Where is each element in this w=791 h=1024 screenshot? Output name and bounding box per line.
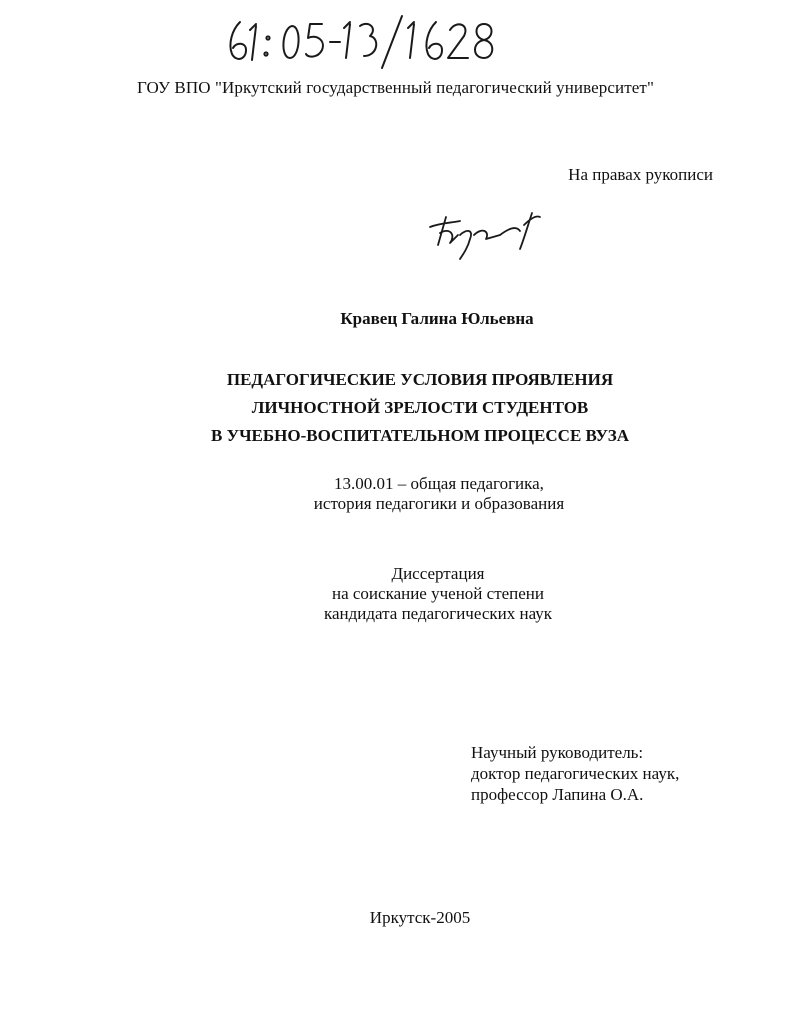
degree-line: Диссертация [391,564,485,583]
institution-name: ГОУ ВПО "Иркутский государственный педагогический университет" [137,78,654,97]
degree-line: на соискание ученой степени [331,584,545,603]
specialty-line: 13.00.01 – общая педагогика, [334,474,544,493]
degree-line: кандидата педагогических наук [323,604,553,623]
degree-statement [0,564,791,624]
supervisor-line: доктор педагогических наук, [471,764,680,783]
title-line: ПЕДАГОГИЧЕСКИЕ УСЛОВИЯ ПРОЯВЛЕНИЯ [226,370,614,389]
city-and-year: Иркутск-2005 [369,908,471,927]
dissertation-title [0,366,791,450]
supervisor-line: Научный руководитель: [471,743,644,762]
manuscript-rights-note: На правах рукописи [568,165,713,184]
handwritten-number-drawing [222,10,502,70]
title-line: ЛИЧНОСТНОЙ ЗРЕЛОСТИ СТУДЕНТОВ [251,398,589,417]
signature-drawing [420,205,550,265]
title-line: В УЧЕБНО-ВОСПИТАТЕЛЬНОМ ПРОЦЕССЕ ВУЗА [211,426,629,445]
specialty-code [0,474,791,514]
scientific-supervisor [471,742,679,805]
author-signature [420,205,550,265]
specialty-line: история педагогики и образования [313,494,565,513]
author-name: Кравец Галина Юльевна [340,309,534,328]
supervisor-line: профессор Лапина О.А. [471,785,644,804]
handwritten-archive-number [222,10,502,70]
